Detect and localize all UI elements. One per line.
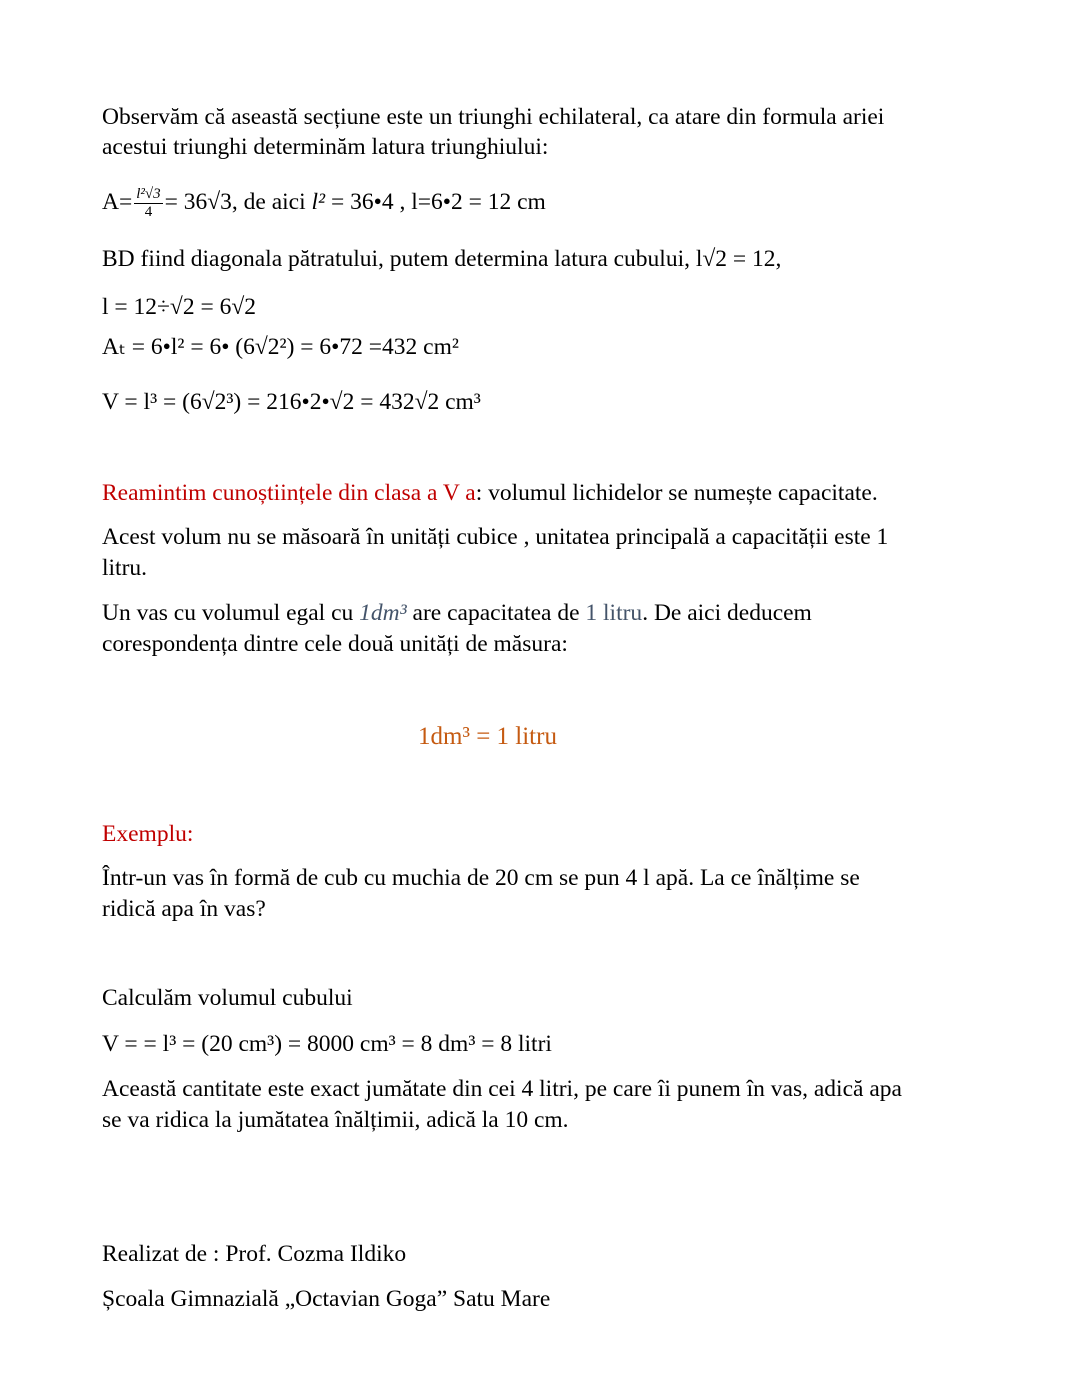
formula-volume: V = l³ = (6√2³) = 216•2•√2 = 432√2 cm³ <box>102 389 481 415</box>
reminder-line <box>102 478 878 508</box>
paragraph-line: litru. <box>102 555 148 581</box>
numerator: l²√3 <box>136 186 161 202</box>
paragraph-line: Această cantitate este exact jumătate din cei 4 litri, pe care îi punem în vas, adică apa <box>102 1076 902 1102</box>
paragraph-line: se va ridica la jumătatea înălțimii, adică la 10 cm. <box>102 1107 569 1133</box>
example-title: Exemplu: <box>102 821 194 847</box>
school: Școala Gimnazială „Octavian Goga” Satu Mare <box>102 1286 551 1312</box>
formula-side: l = 12÷√2 = 6√2 <box>102 294 256 320</box>
paragraph-line: ridică apa în vas? <box>102 896 266 922</box>
formula-part: = 36√3, de aici <box>164 188 312 215</box>
centered-formula: 1dm³ = 1 litru <box>418 723 557 750</box>
paragraph-line: Observăm că aseastă secțiune este un triunghi echilateral, ca atare din formula ariei <box>102 104 885 130</box>
formula-cube-volume: V = = l³ = (20 cm³) = 8000 cm³ = 8 dm³ = 8 litri <box>102 1031 552 1057</box>
text: Un vas cu volumul egal cu <box>102 600 360 626</box>
fraction <box>134 186 162 221</box>
reminder-text: : volumul lichidelor se numește capacitate. <box>475 480 878 506</box>
paragraph-line: acestui triunghi determinăm latura triunghiului: <box>102 134 549 160</box>
paragraph-line: Acest volum nu se măsoară în unități cubice , unitatea principală a capacității este 1 <box>102 524 889 550</box>
author: Realizat de : Prof. Cozma Ildiko <box>102 1241 407 1267</box>
text: . De aici deducem <box>642 600 812 626</box>
formula-area-triangle <box>102 186 546 221</box>
paragraph-line <box>102 598 812 628</box>
formula-total-area: Aₜ = 6•l² = 6• (6√2²) = 6•72 =432 cm² <box>102 334 459 360</box>
formula-part: l² <box>311 188 331 215</box>
paragraph-line: Într-un vas în formă de cub cu muchia de 20 cm se pun 4 l apă. La ce înălțime se <box>102 865 860 891</box>
reminder-heading: Reamintim cunoștiințele din clasa a V a <box>102 480 476 506</box>
formula-part: A= <box>102 188 133 215</box>
paragraph-line: Calculăm volumul cubului <box>102 985 353 1011</box>
paragraph-line: corespondența dintre cele două unități de măsura: <box>102 631 568 657</box>
denominator: 4 <box>144 204 153 220</box>
text: are capacitatea de <box>406 600 586 626</box>
highlight-litru: 1 litru <box>585 600 643 626</box>
highlight-dm3: 1dm³ <box>359 600 407 626</box>
formula-part: = 36•4 , l=6•2 = 12 cm <box>330 188 546 215</box>
paragraph-line: BD fiind diagonala pătratului, putem determina latura cubului, l√2 = 12, <box>102 246 782 272</box>
